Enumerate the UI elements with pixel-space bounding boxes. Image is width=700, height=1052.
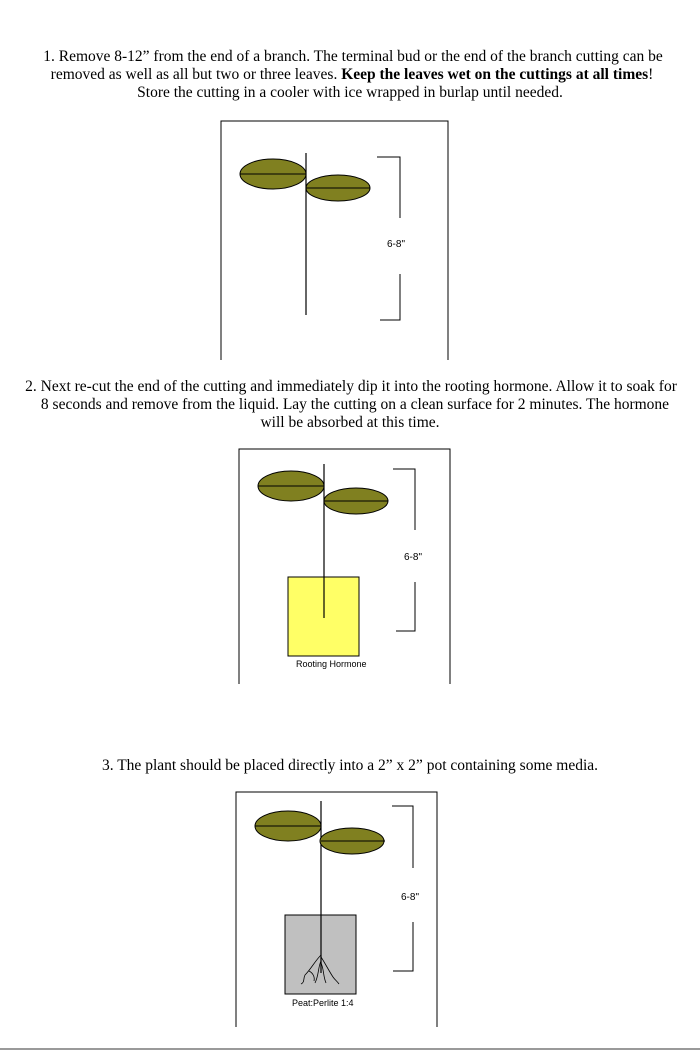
measure-bracket-top [393, 469, 415, 530]
step-2-line-2: 8 seconds and remove from the liquid. Lay the cutting on a clean surface for 2 minutes. The hormone [40, 396, 670, 413]
step-2-line-3: will be absorbed at this time. [260, 414, 440, 431]
step-3-line-1: 3. The plant should be placed directly into a 2” x 2” pot containing some media. [101, 757, 599, 774]
measure-bracket-top [392, 806, 413, 868]
media-ratio-label: Peat:Perlite 1:4 [292, 998, 354, 1008]
step-2-text [0, 378, 700, 432]
step-2-number: 2. [25, 378, 37, 395]
measure-bracket-bottom [396, 582, 415, 631]
step-2-line-1: 2. Next re-cut the end of the cutting and immediately dip it into the rooting hormone. Allow it to soak for [25, 378, 677, 395]
step-1-bold-warning: Keep the leaves wet on the cuttings at all times [341, 66, 649, 83]
rooting-hormone-label: Rooting Hormone [296, 659, 367, 669]
step-3-number: 3. [101, 757, 114, 774]
measure-bracket-bottom [380, 274, 400, 320]
measure-label: 6-8" [387, 239, 406, 250]
figure-2-rooting-hormone [238, 448, 452, 686]
measure-label: 6-8" [401, 892, 420, 903]
measure-bracket-bottom [393, 922, 413, 971]
step-1-line-2: removed as well as all but two or three leaves. Keep the leaves wet on the cuttings at all times! [50, 66, 654, 83]
step-1-number: 1. [43, 48, 55, 65]
step-1-line-1: 1. Remove 8-12” from the end of a branch. The terminal bud or the end of the branch cutting can be [43, 48, 663, 65]
measure-label: 6-8" [404, 552, 423, 563]
step-1-text [0, 48, 700, 102]
figure-3-potting [235, 791, 439, 1027]
page-bottom-rule [0, 1048, 700, 1050]
step-1-line-3: Store the cutting in a cooler with ice wrapped in burlap until needed. [137, 84, 563, 101]
step-3-text [0, 757, 700, 775]
measure-bracket-top [377, 157, 400, 218]
figure-1-cutting [220, 120, 450, 360]
